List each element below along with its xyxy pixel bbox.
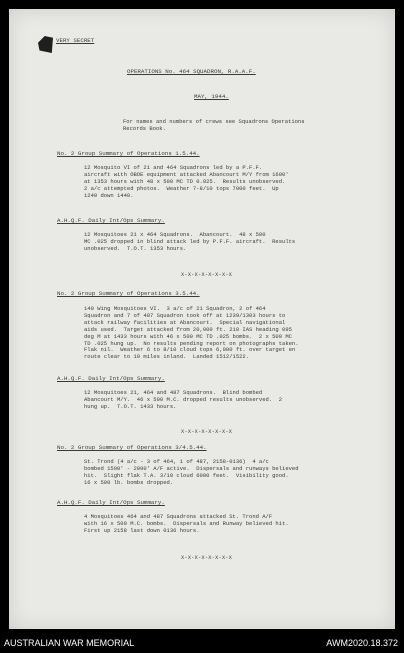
- document-heading: OPERATIONS No. 464 SQUADRON, R.A.A.F.: [127, 68, 256, 75]
- section-title: No. 2 Group Summary of Operations 3/4.5.44.: [57, 444, 207, 451]
- section-title: A.H.Q.F. Daily Int/Ops Summary.: [57, 375, 165, 382]
- section-body: 12 Mosquitoes 21 x 464 Squadrons. Abancourt. 48 x 500 MC .025 dropped in blind attack led by P.F.F. aircraft. Results unobserved. T.O.T. 1353 hours.: [84, 231, 296, 252]
- archive-reference: AWM2020.18.372: [326, 638, 398, 648]
- classification: VERY SECRET: [56, 37, 95, 44]
- section-body: 12 Mosquitoes 21, 464 and 487 Squadrons. Blind bombed Abancourt M/Y. 46 x 500 M.C. dropped results unobserved. 2 hung up. T.O.T. 1433 hours.: [84, 389, 283, 410]
- separator: X-X-X-X-X-X-X-X: [181, 429, 233, 436]
- section-body: St. Trond (4 a/c - 3 of 464, 1 of 487, 2158-0136) 4 a/c bombed 1500' - 2000' A/F active. Dispersals and runways believed hit. Slight flak T.A. 3/10 cloud 6000 feet. Visibility good. 16 x 500 lb. bombs dropped.: [84, 458, 299, 486]
- intro-note: For names and numbers of crews see Squadrons Operations Records Book.: [123, 118, 305, 132]
- section-title: No. 2 Group Summary of Operations 1.5.44.: [57, 150, 200, 157]
- document-page: [9, 9, 395, 629]
- ink-blot: [38, 36, 53, 53]
- section-title: A.H.Q.F. Daily Int/Ops Summary.: [57, 499, 165, 506]
- separator: X-X-X-X-X-X-X-X: [181, 272, 233, 279]
- document-date: MAY, 1944.: [194, 93, 229, 100]
- archive-name: AUSTRALIAN WAR MEMORIAL: [4, 638, 135, 648]
- section-body: 4 Mosquitoes 464 and 487 Squadrons attacked St. Trond A/F with 16 x 500 M.C. bombs. Dispersals and Runway believed hit. First up 2158 last down 0136 hours.: [84, 513, 289, 534]
- separator: X-X-X-X-X-X-X-X: [181, 555, 233, 562]
- section-body: 12 Mosquito VI of 21 and 464 Squadrons led by a P.F.F. aircraft with OBOE equipment attacked Abancourt M/Y from 1600' at 1353 hours with 48 x 500 MC TD 0.025. Results unobserved. 2 a/c attempted photos. Weather 7-8/10 tops 7000 feet. Up 1240 down 1440.: [84, 164, 289, 199]
- archive-footer: [0, 633, 404, 653]
- section-body: 140 Wing Mosquitoes VI. 3 a/c of 21 Squadron, 2 of 464 Squadron and 7 of 487 Squadron took off at 1239/1303 hours to attack railway facilities at Abancourt. Special navigational aids used. Target attacked from 20,000 ft. 210 IAS heading 095 deg M at 1433 hours with 46 x 500 MC TD .025 bombs. 2 x 500 MC TD .025 hung up. No results pending report on photographs taken. Flak nil. Weather 6 to 8/10 cloud tops 6,000 ft. over target en route clear to 10 miles inland. Landed 1512/1522.: [84, 305, 299, 361]
- section-title: No. 2 Group Summary of Operations 3.5.44.: [57, 290, 200, 297]
- section-title: A.H.Q.F. Daily Int/Ops Summary.: [57, 217, 165, 224]
